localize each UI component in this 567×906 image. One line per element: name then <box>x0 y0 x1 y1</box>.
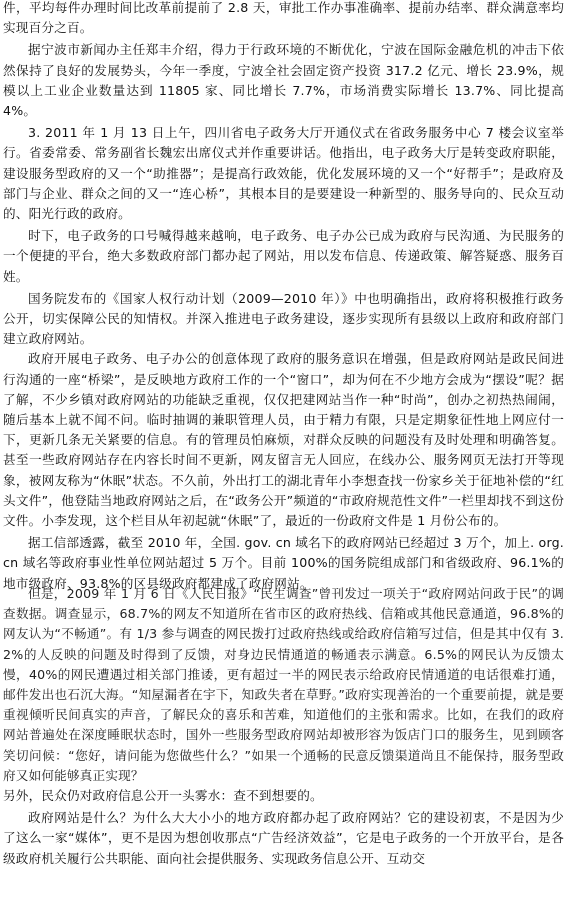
paragraph-4: 时下，电子政务的口号喊得越来越响，电子政务、电子办公已成为政府与民沟通、为民服务的一个便捷的平台，绝大多数政府部门都办起了网站，用以发布信息、传递政策、解答疑惑、服务百姓。 <box>3 228 564 284</box>
paragraph-3: 3. 2011 年 1 月 13 日上午，四川省电子政务大厅开通仪式在省政务服务中心 7 楼会议室举行。省委常委、常务副省长魏宏出席仪式并作重要讲话。他指出，电子政务大厅是转变政府职能，建设服务型政府的又一个“助推器”；是提高行政效能，优化发展环境的又一个“好帮手”；是政府及部门与企业、群众之间的又一“连心桥”，其根本目的是要建设一种新型的、服务导向的、民众互动的、阳光行政的政府。 <box>3 125 564 222</box>
document-body <box>3 0 564 869</box>
paragraph-8: 但是，2009 年 1 月 6 日《人民日报》“民生调查”曾刊发过一项关于“政府网站问政于民”的调查数据。调查显示，68.7%的网友不知道所在省市区的政府热线、信箱或其他民意通道，96.8%的网友认为“不畅通”。有 1/3 参与调查的网民拨打过政府热线或给政府信箱写过信，但是其中仅有 3.2%的人反映的问题及时得到了反馈，对身边民情通道的畅通表示满意。6.5%的网民认为反馈太慢，40%的网民遭遇过相关部门推诿，更有超过一半的网民表示给政府民情通道的电话很难打通，邮件发出也石沉大海。“知屋漏者在宇下，知政失者在草野。”政府实现善治的一个重要前提，就是要重视倾听民间真实的声音，了解民众的喜乐和苦难，知道他们的主张和需求。比如，在我们的政府网站普遍处在深度睡眠状态时，国外一些服务型政府网站却被形容为饭店门口的服务生，见到顾客笑切问候：“您好，请问能为您做些什么？”如果一个通畅的民意反馈渠道尚且不能保持，服务型政府又如何能够真正实现？ <box>3 585 564 783</box>
paragraph-2: 据宁波市新闻办主任郑丰介绍，得力于行政环境的不断优化，宁波在国际金融危机的冲击下依然保持了良好的发展势头，今年一季度，宁波全社会固定资产投资 317.2 亿元、增长 23.9%，规模以上工业企业数量达到 11805 家、同比增长 7.7%，市场消费实际增长 13.7%、同比提高 4%。 <box>3 42 564 119</box>
paragraph-7: 据工信部透露，截至 2010 年，全国. gov. cn 域名下的政府网站已经超过 3 万个，加上. org. cn 域名等政府事业性单位网站超过 5 万个。目前 100%的国务院组成部门和省级政府、96.1%的地市级政府、93.8%的区县级政府都建成了政府网站。 <box>3 535 564 591</box>
paragraph-6: 政府开展电子政务、电子办公的创意体现了政府的服务意识在增强，但是政府网站是政民间进行沟通的一座“桥梁”，是反映地方政府工作的一个“窗口”，却为何在不少地方会成为“摆设”呢？据了解，不少乡镇对政府网站的功能缺乏重视，仅仅把建网站当作一种“时尚”，创办之初热热闹闹，随后基本上就不闻不问。临时抽调的兼职管理人员，由于精力有限，只是定期象征性地上网应付一下，更新几条无关紧要的信息。有的管理员怕麻烦，对群众反映的问题没有及时处理和明确答复。甚至一些政府网站存在内容长时间不更新，网友留言无人回应，在线办公、服务网页无法打开等现象，被网友称为“休眠”状态。不久前，外出打工的湖北青年小李想查找一份家乡关于征地补偿的“红头文件”，他登陆当地政府网站之后，在“政务公开”频道的“市政府规范性文件”一栏里却找不到这份文件。小李发现，这个栏目从年初起就“休眠”了，最近的一份政府文件是 1 月份公布的。 <box>3 351 564 529</box>
paragraph-9: 另外，民众仍对政府信息公开一头雾水：查不到想要的。 <box>3 787 323 803</box>
paragraph-5: 国务院发布的《国家人权行动计划（2009—2010 年）》中也明确指出，政府将积极推行政务公开，切实保障公民的知情权。并深入推进电子政务建设，逐步实现所有县级以上政府和政府部门建立政府网站。 <box>3 290 564 347</box>
paragraph-10: 政府网站是什么？为什么大大小小的地方政府都办起了政府网站？它的建设初衷，不是因为少了这么一家“媒体”，更不是因为想创收那点“广告经济效益”，它是电子政务的一个开放平台，是各级政府机关履行公共职能、面向社会提供服务、实现政务信息公开、互动交 <box>3 810 564 866</box>
paragraph-1: 件，平均每件办理时间比改革前提前了 2.8 天，审批工作办事准确率、提前办结率、群众满意率均实现百分之百。 <box>3 0 564 36</box>
